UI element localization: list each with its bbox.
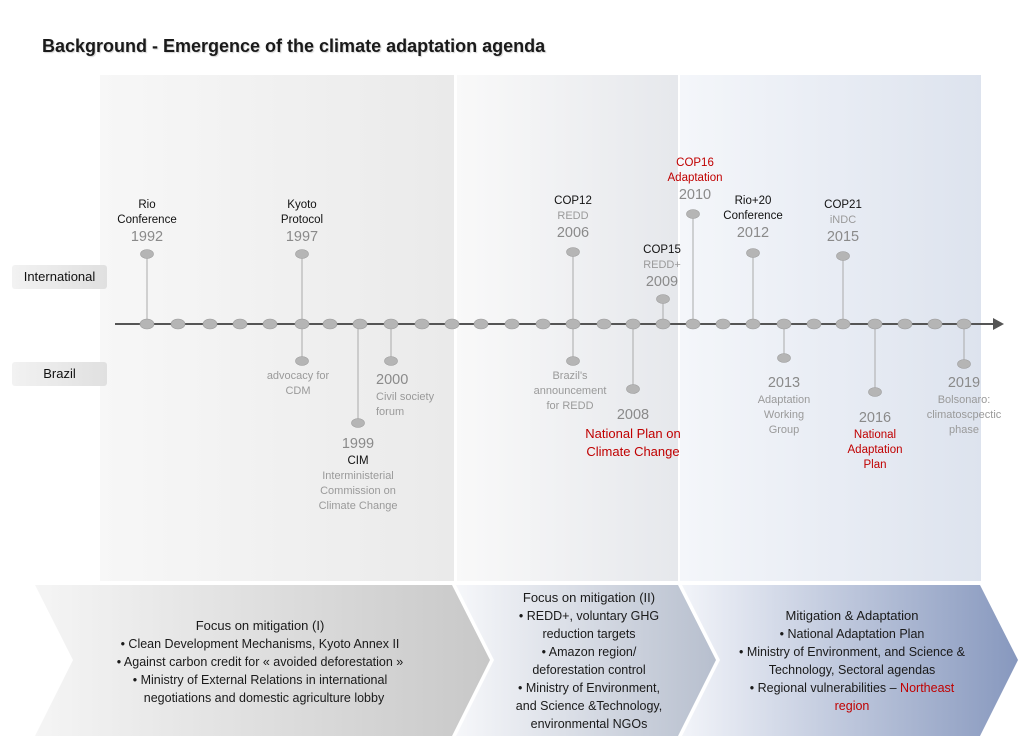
phase-line	[714, 679, 990, 697]
event-name: COP21	[824, 199, 862, 211]
phase-line: • Amazon region/	[541, 645, 637, 659]
event-line: Group	[768, 424, 800, 436]
phase-line: • National Adaptation Plan	[779, 627, 925, 641]
event-line: announcement	[533, 385, 607, 397]
event-line: Working	[763, 409, 805, 421]
event-line: climatoscpectic	[926, 409, 1002, 421]
event-line: phase	[949, 424, 979, 436]
event-subtitle: Protocol	[280, 214, 324, 226]
event-name: Rio+20	[734, 195, 772, 207]
event-line: Plan	[863, 459, 887, 471]
event-line: forum	[376, 406, 405, 418]
phase-line: environmental NGOs	[530, 717, 648, 731]
highlight-region: region	[834, 699, 870, 713]
event-subtitle: iNDC	[829, 214, 857, 226]
event-line: for REDD	[546, 400, 594, 412]
phase-line: deforestation control	[532, 663, 646, 677]
event-subtitle: Adaptation	[667, 172, 723, 184]
event-line: National	[853, 429, 897, 441]
phase-heading: Mitigation & Adaptation	[785, 608, 919, 623]
event-line: Commission on	[320, 485, 396, 497]
event-name: COP16	[676, 157, 714, 169]
event-line: National Plan on	[585, 426, 681, 441]
event-year: 2015	[826, 229, 860, 245]
event-line: advocacy for	[266, 370, 330, 382]
event-year: 2006	[556, 225, 590, 241]
event-year: 2000	[376, 372, 409, 388]
row-label-international: International	[12, 265, 107, 289]
event-line: Climate Change	[586, 444, 680, 459]
event-name: CIM	[347, 455, 369, 467]
event-year: 2012	[736, 225, 770, 241]
phase-box-3	[714, 607, 990, 715]
phase-line: • Ministry of Environment,	[518, 681, 660, 695]
event-year: 2009	[645, 274, 679, 290]
row-label-brazil: Brazil	[12, 362, 107, 386]
event-year: 2019	[947, 375, 981, 391]
phase-box-1	[95, 617, 425, 707]
phase-line: • Ministry of External Relations in international	[132, 673, 388, 687]
event-subtitle: REDD+	[643, 259, 681, 271]
event-year: 2008	[616, 407, 650, 423]
phase-line: Technology, Sectoral agendas	[768, 663, 936, 677]
phase-heading: Focus on mitigation (II)	[522, 590, 656, 605]
event-subtitle: Conference	[117, 214, 177, 226]
event-line: Climate Change	[318, 500, 398, 512]
event-year: 1999	[341, 436, 375, 452]
event-year: 2013	[767, 375, 801, 391]
event-name: Kyoto	[287, 199, 317, 211]
phase-line: negotiations and domestic agriculture lobby	[143, 691, 385, 705]
phase-line: • REDD+, voluntary GHG	[518, 609, 660, 623]
event-line: Adaptation	[757, 394, 811, 406]
event-year: 1997	[285, 229, 319, 245]
event-line: Interministerial	[322, 470, 394, 482]
event-line: Adaptation	[847, 444, 903, 456]
event-name: COP15	[643, 244, 681, 256]
event-line: CDM	[285, 385, 311, 397]
event-year: 1992	[130, 229, 164, 245]
event-line: Bolsonaro:	[937, 394, 991, 406]
event-subtitle: REDD	[557, 210, 589, 222]
event-year: 2016	[858, 410, 892, 426]
page-title: Background - Emergence of the climate adaptation agenda	[42, 36, 546, 56]
event-name: COP12	[554, 195, 592, 207]
event-line: Brazil's	[552, 370, 588, 382]
event-year: 2010	[678, 187, 712, 203]
phase-line: • Clean Development Mechanisms, Kyoto Annex II	[120, 637, 400, 651]
event-subtitle: Conference	[723, 210, 783, 222]
phase-line-prefix: • Regional vulnerabilities –	[749, 681, 901, 695]
phase-line: and Science &Technology,	[515, 699, 663, 713]
event-name: Rio	[138, 199, 156, 211]
highlight-northeast: Northeast	[900, 681, 955, 695]
phase-line: reduction targets	[542, 627, 636, 641]
event-line: Civil society	[376, 391, 435, 403]
phase-heading: Focus on mitigation (I)	[195, 618, 325, 633]
phase-line: • Against carbon credit for « avoided deforestation »	[116, 655, 404, 669]
phase-line: • Ministry of Environment, and Science &	[738, 645, 965, 659]
phase-box-2	[482, 589, 696, 733]
